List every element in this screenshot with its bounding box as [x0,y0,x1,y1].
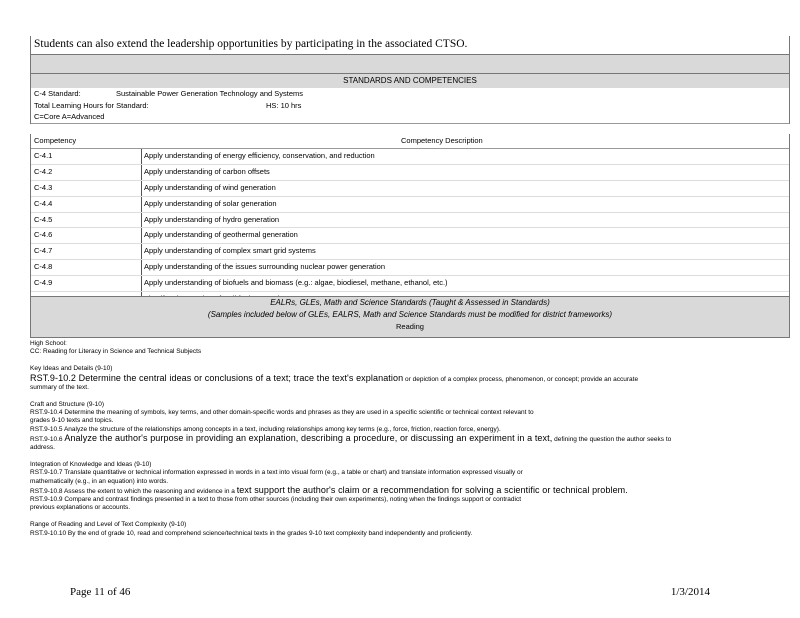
hours-label: Total Learning Hours for Standard: [34,100,149,110]
rst-6-id: RST.9-10.6 [30,435,65,443]
standard-row [31,88,789,100]
rst-6-main: Analyze the author's purpose in providing an explanation, describing a procedure, or discussing an experiment in a text, [64,432,553,443]
competency-id: C-4.8 [34,262,53,272]
ealr-reading-label: Reading [396,322,424,331]
standard-info [30,88,790,124]
competency-row [31,149,789,165]
competency-row [31,276,789,292]
craft-block [30,401,790,452]
cc-label: CC: Reading for Literacy in Science and Technical Subjects [30,348,202,356]
range-block [30,521,790,537]
competency-description: Apply understanding of geothermal generation [141,228,784,243]
blank-band [30,54,790,74]
core-note: C=Core A=Advanced [34,112,105,121]
competency-id: C-4.9 [34,278,53,288]
competency-row [31,165,789,181]
rst-2 [30,374,790,384]
rst-9: RST.9-10.9 Compare and contrast findings presented in a text to those from other sources (including their own experiments), noting when the findings support or contradict [30,496,522,504]
hs-label: High School: [30,340,67,347]
competency-description: Apply understanding of solar generation [141,197,784,212]
competency-row [31,213,789,229]
competency-rows [31,149,789,308]
page-footer [70,586,710,600]
rst-4-cont: grades 9-10 texts and topics. [30,417,114,425]
competency-id: C-4.3 [34,182,53,192]
rst-2-main: RST.9-10.2 Determine the central ideas or conclusions of a text; trace the text's explanation [30,372,404,383]
competency-id: C-4.5 [34,214,53,224]
ealr-band [30,296,790,338]
rst-9-cont: previous explanations or accounts. [30,504,131,512]
competency-description: Apply understanding of energy efficiency, conservation, and reduction [141,149,784,164]
craft-heading: Craft and Structure (9-10) [30,401,105,409]
page-number: Page 11 of 46 [70,586,131,598]
standards-body [30,340,790,547]
competency-id: C-4.1 [34,151,53,160]
rst-4: RST.9-10.4 Determine the meaning of symbols, key terms, and other domain-specific words and phrases as they are used in a specific scientific or technical context relevant to [30,409,534,417]
rst-8 [30,486,790,496]
standard-label: C-4 Standard: [34,89,81,98]
key-ideas-heading: Key Ideas and Details (9-10) [30,365,113,373]
hours-row [31,100,789,112]
competency-id: C-4.4 [34,198,53,208]
competency-row [31,197,789,213]
competency-row [31,228,789,244]
rst-6-tail: defining the question the author seeks to [554,435,672,443]
rst-7-cont: mathematically (e.g., in an equation) into words. [30,477,169,485]
competency-description: Apply understanding of wind generation [141,181,784,196]
rst-2-cont: summary of the text. [30,383,89,391]
competency-description: Apply understanding of biofuels and biomass (e.g.: algae, biodiesel, methane, ethanol, etc.) [141,276,784,291]
rst-6-cont: address. [30,444,55,452]
rst-10: RST.9-10.10 By the end of grade 10, read and comprehend science/technical texts in the grades 9-10 text complexity band independently and proficiently. [30,529,473,537]
rst-8-main: text support the author's claim or a recommendation for solving a scientific or technical problem. [236,484,628,495]
competency-description: Apply understanding of the issues surrounding nuclear power generation [141,260,784,275]
competency-row [31,244,789,260]
rst-6 [30,434,790,444]
hs-block [30,340,790,356]
key-ideas-block [30,365,790,392]
description-col-label: Competency Description [401,136,483,145]
integration-heading: Integration of Knowledge and Ideas (9-10) [30,461,152,469]
competency-table-header [31,134,789,149]
ealr-line-1: EALRs, GLEs, Math and Science Standards (Taught & Assessed in Standards) [270,298,550,307]
intro-line: Students can also extend the leadership opportunities by participating in the associated CTSO. [30,36,790,54]
rst-5: RST.9-10.5 Analyze the structure of the relationships among concepts in a text, including relationships among key terms (e.g., force, friction, reaction force, energy). [30,425,501,433]
competency-id: C-4.2 [34,166,53,176]
competency-id: C-4.6 [34,230,53,240]
core-row [31,111,789,124]
standards-header: STANDARDS AND COMPETENCIES [30,74,790,88]
standard-title: Sustainable Power Generation Technology and Systems [116,89,304,98]
rst-8-head: RST.9-10.8 Assess the extent to which the reasoning and evidence in a [30,487,237,495]
rst-2-tail: or depiction of a complex process, phenomenon, or concept; provide an accurate [405,375,639,383]
footer-date: 1/3/2014 [670,586,710,598]
competency-id: C-4.7 [34,246,53,256]
integration-block [30,461,790,512]
competency-table [30,134,790,308]
range-heading: Range of Reading and Level of Text Complexity (9-10) [30,521,187,529]
rst-7: RST.9-10.7 Translate quantitative or technical information expressed in words in a text into visual form (e.g., a table or chart) and translate information expressed visually or [30,469,523,477]
hours-value: HS: 10 hrs [266,100,302,110]
competency-description: Apply understanding of carbon offsets [141,165,784,180]
competency-col-label: Competency [34,136,77,145]
competency-row [31,260,789,276]
competency-row [31,181,789,197]
ealr-line-2: (Samples included below of GLEs, EALRS, Math and Science Standards must be modified for district frameworks) [207,310,613,319]
competency-description: Apply understanding of hydro generation [141,213,784,228]
competency-description: Apply understanding of complex smart grid systems [141,244,784,259]
